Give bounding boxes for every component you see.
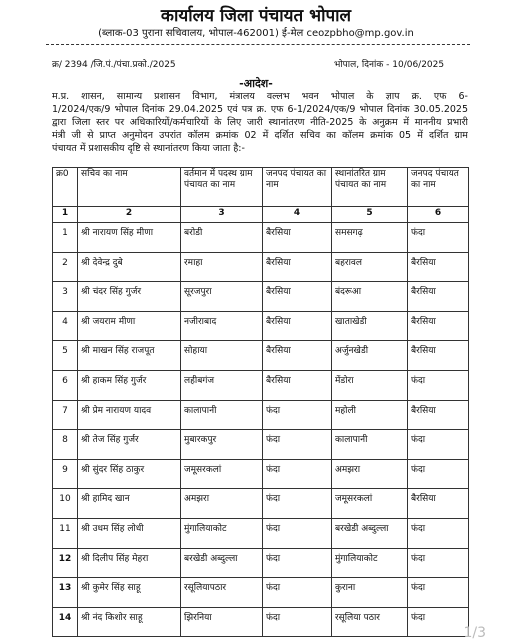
table-row [53,459,469,489]
new-gp-cell: अमझरा [332,459,408,489]
table-row [53,578,469,608]
secretary-name-cell: श्री तेज सिंह गुर्जर [78,430,181,460]
secretary-name-cell: श्री माखन सिंह राजपूत [78,341,181,371]
table-row [53,489,469,519]
serial-cell: 7 [53,400,78,430]
current-janpad-cell: फंदा [263,430,332,460]
current-janpad-cell: फंदा [263,578,332,608]
new-gp-cell: बंदरूआ [332,282,408,312]
table-row [53,518,469,548]
header-serial: क्र0 [53,168,78,207]
current-gp-cell: मुंगालियाकोट [181,518,263,548]
secretary-name-cell: श्री नारायण सिंह मीणा [78,223,181,253]
header-secretary-name: सचिव का नाम [78,168,181,207]
table-row [53,311,469,341]
new-janpad-cell: फंदा [408,223,469,253]
table-row [53,400,469,430]
serial-cell: 12 [53,548,78,578]
secretary-name-cell: श्री प्रेम नारायण यादव [78,400,181,430]
new-gp-cell: समसगढ़ [332,223,408,253]
serial-cell: 9 [53,459,78,489]
current-gp-cell: मुबारकपुर [181,430,263,460]
current-gp-cell: रसूलियापठार [181,578,263,608]
new-janpad-cell: फंदा [408,430,469,460]
new-gp-cell: खाताखेडी [332,311,408,341]
order-body [52,90,468,155]
serial-cell: 2 [53,252,78,282]
current-janpad-cell: बैरसिया [263,370,332,400]
current-gp-cell: जमूसरकलां [181,459,263,489]
column-number: 2 [78,207,181,223]
secretary-name-cell: श्री हाकम सिंह गुर्जर [78,370,181,400]
order-body-line: 1/2024/एक/9 भोपाल दिनांक 29.04.2025 एवं पत्र क्र. एफ 6-1/2024/एक/9 भोपाल दिनांक 30.05.2025 [52,104,468,115]
serial-cell: 1 [53,223,78,253]
current-janpad-cell: फंदा [263,607,332,637]
serial-cell: 3 [53,282,78,312]
current-gp-cell: झिरनिया [181,607,263,637]
new-janpad-cell: फंदा [408,607,469,637]
office-title: कार्यालय जिला पंचायत भोपाल [160,6,352,26]
current-janpad-cell: बैरसिया [263,282,332,312]
serial-cell: 13 [53,578,78,608]
secretary-name-cell: श्री नंद किशोर साहू [78,607,181,637]
header-current-gram-panchayat: वर्तमान में पदस्थ ग्राम पंचायत का नाम [181,168,263,207]
column-number: 6 [408,207,469,223]
header-divider [46,44,470,45]
new-gp-cell: कुराना [332,578,408,608]
table-row [53,252,469,282]
header-current-janpad: जनपद पंचायत का नाम [263,168,332,207]
current-gp-cell: नजीराबाद [181,311,263,341]
new-janpad-cell: फंदा [408,518,469,548]
order-body-line: पंचायत में प्रशासकीय दृष्टि से स्थानांतरण किया जाता है:- [52,143,245,154]
transfer-table [52,167,469,637]
secretary-name-cell: श्री जयराम मीणा [78,311,181,341]
order-body-line: मंत्री जी से प्राप्त अनुमोदन उपरांत कॉलम क्रमांक 02 में दर्शित सचिव का कॉलम क्रमांक 05 में दर्शित ग्राम [52,130,468,141]
new-janpad-cell: बैरसिया [408,252,469,282]
secretary-name-cell: श्री उधम सिंह लोधी [78,518,181,548]
new-janpad-cell: बैरसिया [408,341,469,371]
current-gp-cell: बरोडी [181,223,263,253]
new-janpad-cell: बैरसिया [408,489,469,519]
current-gp-cell: बरखेडी अब्दुल्ला [181,548,263,578]
table-row [53,282,469,312]
column-number: 1 [53,207,78,223]
current-gp-cell: सूरजपुरा [181,282,263,312]
order-body-line: द्वारा जिला स्तर पर अधिकारियों/कर्मचारियों के लिए जारी स्थानांतरण नीति-2025 के अनुक्रम में माननीय प्रभारी [52,117,468,128]
column-number: 5 [332,207,408,223]
serial-cell: 6 [53,370,78,400]
current-janpad-cell: बैरसिया [263,341,332,371]
new-gp-cell: कालापानी [332,430,408,460]
serial-cell: 14 [53,607,78,637]
new-janpad-cell: बैरसिया [408,400,469,430]
secretary-name-cell: श्री चंदर सिंह गुर्जर [78,282,181,312]
column-number: 4 [263,207,332,223]
secretary-name-cell: श्री दिलीप सिंह मेहरा [78,548,181,578]
table-row [53,370,469,400]
header-new-janpad: जनपद पंचायत का नाम [408,168,469,207]
current-janpad-cell: फंदा [263,548,332,578]
new-janpad-cell: फंदा [408,578,469,608]
place-date: भोपाल, दिनांक - 10/06/2025 [334,60,445,70]
page-number: 1/3 [463,625,486,641]
new-janpad-cell: बैरसिया [408,282,469,312]
new-gp-cell: मुंगालियाकोट [332,548,408,578]
table-row [53,607,469,637]
reference-number: क्र/ 2394 /जि.पं./पंचा.प्रको./2025 [52,60,176,70]
table-row [53,548,469,578]
new-gp-cell: जमूसरकलां [332,489,408,519]
secretary-name-cell: श्री कुमेर सिंह साहू [78,578,181,608]
current-gp-cell: सोहाया [181,341,263,371]
new-gp-cell: रसूलिया पठार [332,607,408,637]
serial-cell: 11 [53,518,78,548]
serial-cell: 5 [53,341,78,371]
secretary-name-cell: श्री देवेन्द्र दुबे [78,252,181,282]
current-janpad-cell: फंदा [263,400,332,430]
new-gp-cell: महोली [332,400,408,430]
current-gp-cell: रमाहा [181,252,263,282]
office-address: (ब्लाक-03 पुराना सचिवालय, भोपाल-462001) ई-मेल ceozpbho@mp.gov.in [98,28,414,39]
order-heading: -आदेश- [239,77,273,90]
current-janpad-cell: बैरसिया [263,223,332,253]
current-janpad-cell: बैरसिया [263,311,332,341]
current-gp-cell: लहीबगंज [181,370,263,400]
secretary-name-cell: श्री हामिद खान [78,489,181,519]
new-gp-cell: अर्जुनखेडी [332,341,408,371]
table-row [53,223,469,253]
current-janpad-cell: फंदा [263,459,332,489]
new-gp-cell: बहरावल [332,252,408,282]
table-header-row [53,168,469,207]
current-gp-cell: कालापानी [181,400,263,430]
table-row [53,430,469,460]
table-row [53,341,469,371]
secretary-name-cell: श्री सुंदर सिंह ठाकुर [78,459,181,489]
header-new-gram-panchayat: स्थानांतरित ग्राम पंचायत का नाम [332,168,408,207]
column-number-row [53,207,469,223]
serial-cell: 4 [53,311,78,341]
new-janpad-cell: फंदा [408,548,469,578]
current-janpad-cell: फंदा [263,518,332,548]
new-gp-cell: मेंडोरा [332,370,408,400]
new-janpad-cell: बैरसिया [408,311,469,341]
column-number: 3 [181,207,263,223]
current-janpad-cell: फंदा [263,489,332,519]
new-janpad-cell: फंदा [408,370,469,400]
serial-cell: 10 [53,489,78,519]
current-gp-cell: अमझरा [181,489,263,519]
new-gp-cell: बरखेडी अब्दुल्ला [332,518,408,548]
serial-cell: 8 [53,430,78,460]
order-body-line: म.प्र. शासन, सामान्य प्रशासन विभाग, मंत्रालय वल्लभ भवन भोपाल के ज्ञाप क्र. एफ 6- [52,91,468,102]
current-janpad-cell: बैरसिया [263,252,332,282]
new-janpad-cell: फंदा [408,459,469,489]
